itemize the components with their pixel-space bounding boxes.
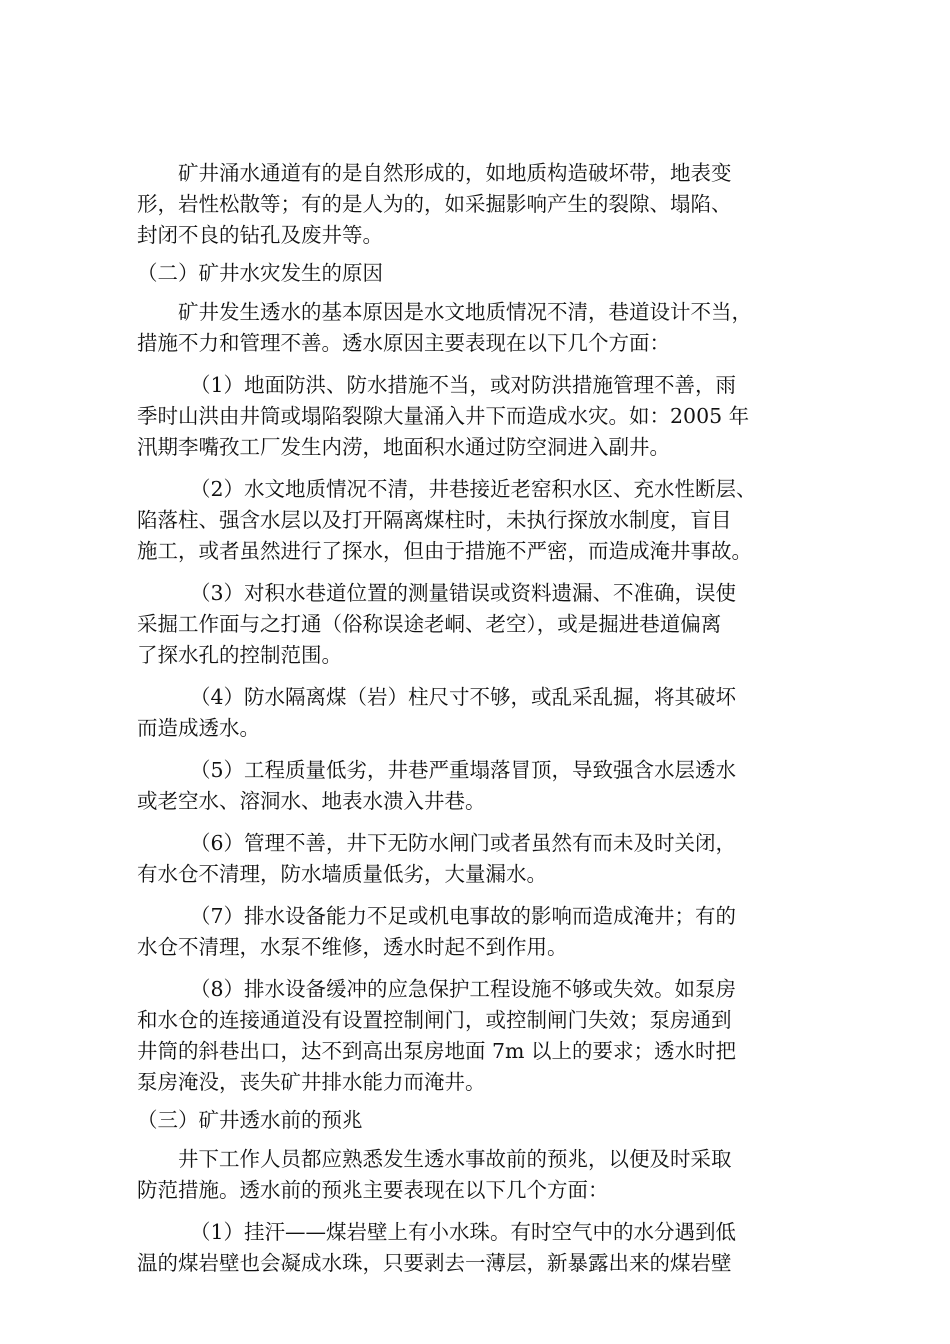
text-line: 矿井涌水通道有的是自然形成的，如地质构造破坏带，地表变 [178,161,732,185]
paragraph-basic-causes [137,297,837,359]
text-line: 了探水孔的控制范围。 [137,643,342,667]
text-line: （5）工程质量低劣，井巷严重塌落冒顶，导致强含水层透水 [190,758,737,782]
text-line: （1）挂汗——煤岩壁上有小水珠。有时空气中的水分遇到低 [190,1220,737,1244]
text-line: 防范措施。透水前的预兆主要表现在以下几个方面： [137,1178,609,1202]
text-line: 泵房淹没，丧失矿井排水能力而淹井。 [137,1070,486,1094]
text-line: （6）管理不善，井下无防水闸门或者虽然有而未及时关闭， [190,831,737,855]
paragraph-water-inflow-channels [137,158,837,251]
text-line: 陷落柱、强含水层以及打开隔离煤柱时，未执行探放水制度，盲目 [137,508,732,532]
text-line: 井下工作人员都应熟悉发生透水事故前的预兆，以便及时采取 [178,1147,732,1171]
text-line: 形，岩性松散等；有的是人为的，如采掘影响产生的裂隙、塌陷、 [137,192,732,216]
list-item-cause-5 [137,755,837,817]
section-heading-warning-signs: （三）矿井透水前的预兆 [137,1108,363,1132]
text-line: （4）防水隔离煤（岩）柱尺寸不够，或乱采乱掘，将其破坏 [190,685,737,709]
text-line: 施工，或者虽然进行了探水，但由于措施不严密，而造成淹井事故。 [137,539,752,563]
text-line: （3）对积水巷道位置的测量错误或资料遗漏、不准确，误使 [190,581,737,605]
text-line: 和水仓的连接通道没有设置控制闸门，或控制闸门失效；泵房通到 [137,1008,732,1032]
section-heading-causes: （二）矿井水灾发生的原因 [137,261,383,285]
list-item-cause-3 [137,578,837,671]
text-line: （8）排水设备缓冲的应急保护工程设施不够或失效。如泵房 [190,977,737,1001]
list-item-cause-1 [137,370,837,463]
paragraph-warning-signs-intro [137,1144,837,1206]
text-line: 温的煤岩壁也会凝成水珠，只要剥去一薄层，新暴露出来的煤岩壁 [137,1251,732,1275]
text-line: 采掘工作面与之打通（俗称误途老峒、老空），或是掘进巷道偏离 [137,612,722,636]
text-line: 措施不力和管理不善。透水原因主要表现在以下几个方面： [137,331,670,355]
list-item-cause-6 [137,828,837,890]
text-line: 井筒的斜巷出口，达不到高出泵房地面 7m 以上的要求；透水时把 [137,1039,737,1063]
text-line: 有水仓不清理，防水墙质量低劣，大量漏水。 [137,862,547,886]
list-item-cause-8 [137,974,837,1098]
document-body [137,158,837,1279]
text-line: 或老空水、溶洞水、地表水溃入井巷。 [137,789,486,813]
list-item-sign-1 [137,1217,837,1279]
text-line: 水仓不清理，水泵不维修，透水时起不到作用。 [137,935,568,959]
text-line: 而造成透水。 [137,716,260,740]
list-item-cause-4 [137,682,837,744]
text-line: 汛期李嘴孜工厂发生内涝，地面积水通过防空洞进入副井。 [137,435,670,459]
text-line: 矿井发生透水的基本原因是水文地质情况不清，巷道设计不当， [178,300,752,324]
text-line: （2）水文地质情况不清，井巷接近老窑积水区、充水性断层、 [190,477,757,501]
text-line: 季时山洪由井筒或塌陷裂隙大量涌入井下而造成水灾。如：2005 年 [137,404,750,428]
text-line: （1）地面防洪、防水措施不当，或对防洪措施管理不善，雨 [190,373,737,397]
list-item-cause-7 [137,901,837,963]
list-item-cause-2 [137,474,837,567]
text-line: 封闭不良的钻孔及废井等。 [137,223,383,247]
text-line: （7）排水设备能力不足或机电事故的影响而造成淹井；有的 [190,904,737,928]
